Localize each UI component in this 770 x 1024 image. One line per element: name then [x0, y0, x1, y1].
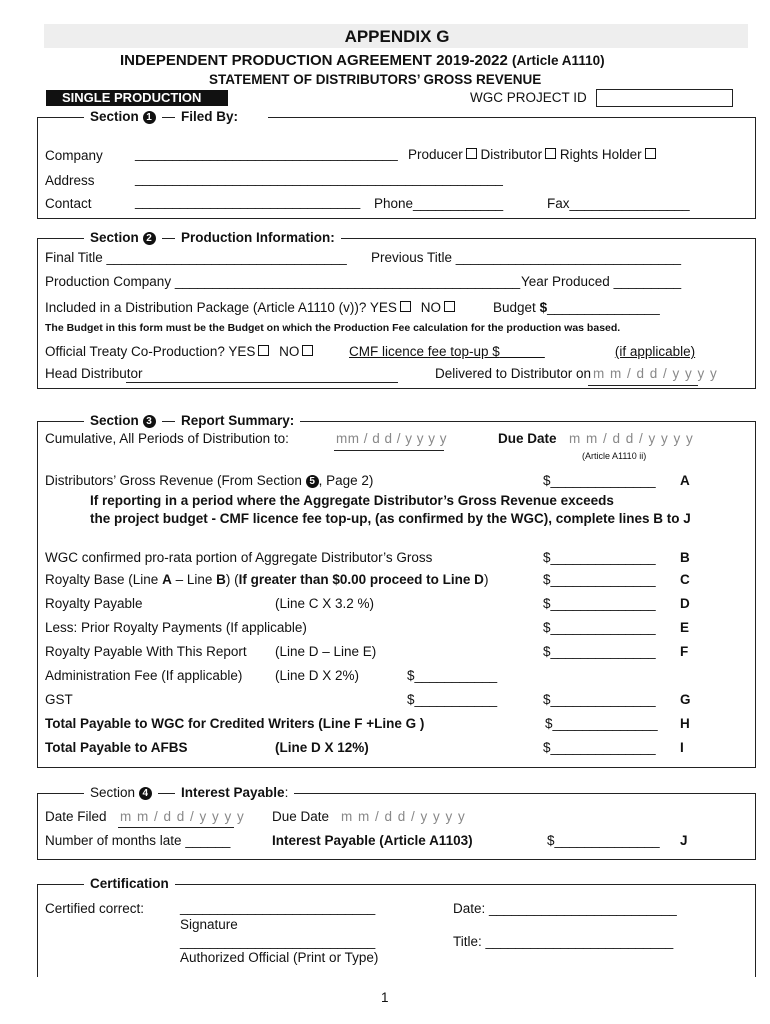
distributor-checkbox[interactable] — [545, 148, 556, 159]
line-c-field[interactable]: $______________ — [543, 572, 656, 587]
signature-label: Signature — [180, 917, 238, 932]
company-label: Company — [45, 148, 103, 163]
address-field[interactable]: _________________________________________________ — [135, 171, 503, 186]
budget-field[interactable]: Budget $_______________ — [493, 300, 660, 315]
months-late-field[interactable]: Number of months late ______ — [45, 833, 231, 848]
dgr-label: Distributors’ Gross Revenue (From Section 5 , Page 2) — [45, 473, 374, 488]
section-4-heading: Section 4 — [84, 785, 158, 800]
delivered-label: Delivered to Distributor on — [435, 366, 592, 381]
cumulative-label: Cumulative, All Periods of Distribution to: — [45, 431, 289, 446]
line-h-field[interactable]: $______________ — [545, 716, 658, 731]
delivered-date-underline — [588, 385, 698, 386]
appendix-title: APPENDIX G — [344, 27, 450, 46]
head-distributor-input[interactable] — [126, 382, 398, 383]
certified-label: Certified correct: — [45, 901, 145, 916]
date-filed-input[interactable]: m m / d d / y y y y — [120, 809, 245, 824]
producer-checkbox[interactable] — [466, 148, 477, 159]
treaty-yes-checkbox[interactable] — [258, 345, 269, 356]
section-2-num: 2 — [143, 232, 156, 245]
line-f-formula: (Line D – Line E) — [275, 644, 377, 659]
date-filed-underline — [118, 827, 234, 828]
cumulative-date-input[interactable]: mm / d d / y y y y — [336, 431, 448, 446]
section-1-num: 1 — [143, 111, 156, 124]
admin-fee-formula: (Line D X 2%) — [275, 668, 360, 683]
treaty-no-checkbox[interactable] — [302, 345, 313, 356]
head-distributor-label: Head Distributor — [45, 366, 143, 381]
single-production-label: SINGLE PRODUCTION — [46, 90, 228, 106]
cert-date-field[interactable]: Date: _________________________ — [453, 901, 677, 916]
signature-field[interactable]: __________________________ — [180, 900, 376, 915]
line-b-letter: B — [680, 550, 690, 565]
contact-field[interactable]: ______________________________ — [135, 194, 361, 209]
line-b-label: WGC confirmed pro-rata portion of Aggregate Distributor’s Gross — [45, 550, 433, 565]
budget-note: The Budget in this form must be the Budget on which the Production Fee calculation for the production was based. — [45, 322, 621, 334]
phone-field[interactable]: Phone____________ — [374, 196, 504, 211]
line-c-label: Royalty Base (Line A – Line B) (If greater than $0.00 proceed to Line D) — [45, 572, 489, 587]
line-i-letter: I — [680, 740, 684, 755]
previous-title-field[interactable]: Previous Title ______________________________ — [371, 250, 682, 265]
reporting-note-2: the project budget - CMF licence fee top-up, (as confirmed by the WGC), complete lines B to J — [90, 511, 691, 526]
admin-fee-field[interactable]: $___________ — [407, 668, 498, 683]
project-id-input[interactable] — [596, 89, 733, 107]
rights-holder-checkbox[interactable] — [645, 148, 656, 159]
filer-type: Producer Distributor Rights Holder — [408, 147, 656, 162]
reporting-note-1: If reporting in a period where the Aggregate Distributor’s Gross Revenue exceeds — [90, 493, 614, 508]
distribution-package: Included in a Distribution Package (Article A1110 (v))? YES NO — [45, 300, 455, 315]
line-h-letter: H — [680, 716, 690, 731]
total-afbs-formula: (Line D X 12%) — [275, 740, 369, 755]
line-e-letter: E — [680, 620, 690, 635]
line-f-label: Royalty Payable With This Report — [45, 644, 247, 659]
line-d-letter: D — [680, 596, 690, 611]
cert-title-field[interactable]: Title: _________________________ — [453, 934, 674, 949]
total-wgc-label: Total Payable to WGC for Credited Writers (Line F +Line G ) — [45, 716, 425, 731]
company-field[interactable]: ___________________________________ — [135, 146, 398, 161]
section-5-ref: 5 — [306, 475, 319, 488]
package-yes-checkbox[interactable] — [400, 301, 411, 312]
due-date-label: Due Date — [498, 431, 557, 446]
year-produced-field[interactable]: Year Produced _________ — [521, 274, 682, 289]
line-f-field[interactable]: $______________ — [543, 644, 656, 659]
due-date-input[interactable]: m m / d d / y y y y — [569, 431, 694, 446]
line-e-field[interactable]: $______________ — [543, 620, 656, 635]
line-d-formula: (Line C X 3.2 %) — [275, 596, 375, 611]
line-f-letter: F — [680, 644, 689, 659]
cmf-topup-field[interactable]: CMF licence fee top-up $ (if applicable) — [349, 344, 696, 359]
section-3-num: 3 — [143, 415, 156, 428]
fax-field[interactable]: Fax________________ — [547, 196, 690, 211]
contact-label: Contact — [45, 196, 92, 211]
production-company-field[interactable]: Production Company ______________________________________________ — [45, 274, 521, 289]
line-g-field[interactable]: $______________ — [543, 692, 656, 707]
cumulative-date-underline — [334, 450, 444, 451]
certification-heading: Certification — [84, 876, 175, 891]
section-2-heading: Section 2 — [84, 230, 162, 245]
total-afbs-label: Total Payable to AFBS — [45, 740, 188, 755]
line-j-letter: J — [680, 833, 688, 848]
line-j-field[interactable]: $______________ — [547, 833, 660, 848]
line-g-letter: G — [680, 692, 691, 707]
section-2-subtitle: Production Information: — [175, 230, 341, 245]
final-title-field[interactable]: Final Title ________________________________ — [45, 250, 347, 265]
line-d-field[interactable]: $______________ — [543, 596, 656, 611]
line-d-label: Royalty Payable — [45, 596, 143, 611]
admin-fee-label: Administration Fee (If applicable) — [45, 668, 243, 683]
interest-due-date-label: Due Date — [272, 809, 330, 824]
line-e-label: Less: Prior Royalty Payments (If applicable) — [45, 620, 307, 635]
interest-due-date-input[interactable]: m m / d d / y y y y — [341, 809, 466, 824]
line-a-letter: A — [680, 473, 690, 488]
section-4-num: 4 — [139, 787, 152, 800]
section-3-heading: Section 3 — [84, 413, 162, 428]
project-id-label: WGC PROJECT ID — [470, 90, 587, 105]
line-c-letter: C — [680, 572, 690, 587]
certification-box — [37, 884, 756, 977]
date-filed-label: Date Filed — [45, 809, 107, 824]
gst-field[interactable]: $___________ — [407, 692, 498, 707]
section-1-subtitle: Filed By: — [175, 109, 268, 124]
line-b-field[interactable]: $______________ — [543, 550, 656, 565]
section-3-subtitle: Report Summary: — [175, 413, 300, 428]
authorized-field[interactable]: __________________________ — [180, 934, 376, 949]
address-label: Address — [45, 173, 95, 188]
package-no-checkbox[interactable] — [444, 301, 455, 312]
statement-title: STATEMENT OF DISTRIBUTORS’ GROSS REVENUE — [209, 72, 542, 87]
section-4-subtitle: Interest Payable: — [175, 785, 294, 800]
delivered-date-input[interactable]: m m / d d / y y y y — [593, 366, 718, 381]
line-a-field[interactable]: $______________ — [543, 473, 656, 488]
agreement-title: INDEPENDENT PRODUCTION AGREEMENT 2019-2022 (Article A1110) — [120, 52, 605, 69]
line-i-field[interactable]: $______________ — [543, 740, 656, 755]
due-date-note: (Article A1110 ii) — [582, 451, 647, 461]
treaty-coproduction: Official Treaty Co-Production? YES NO — [45, 344, 313, 359]
authorized-label: Authorized Official (Print or Type) — [180, 950, 379, 965]
gst-label: GST — [45, 692, 73, 707]
interest-label: Interest Payable (Article A1103) — [272, 833, 473, 848]
page-number: 1 — [381, 990, 389, 1005]
section-1-heading: Section 1 — [84, 109, 162, 124]
